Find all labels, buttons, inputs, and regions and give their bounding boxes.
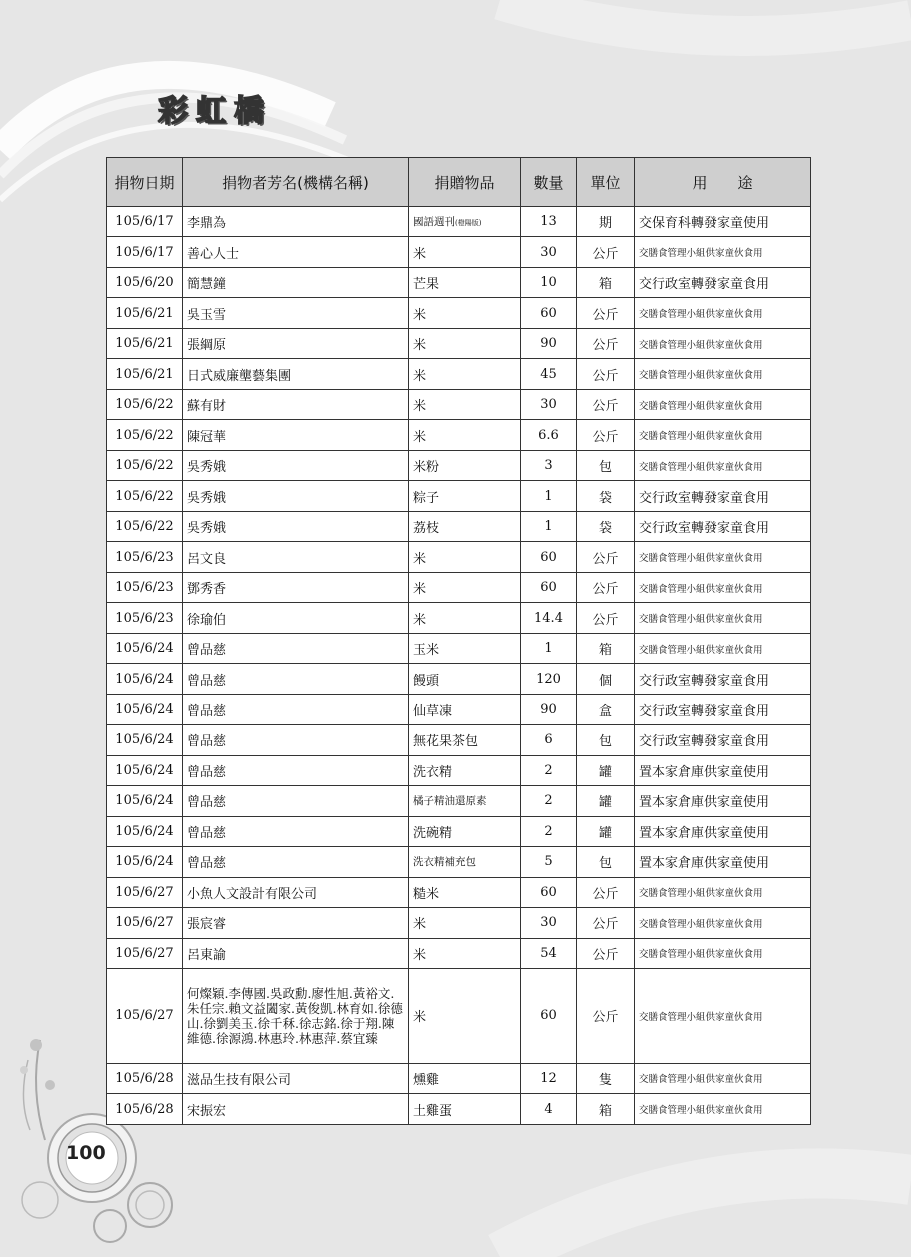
donor-name: 呂東諭 [183,938,409,968]
usage: 交行政室轉發家童食用 [635,725,811,755]
table-row [107,511,811,541]
donated-item: 米 [409,298,521,328]
unit: 公斤 [577,389,635,419]
donated-item: 米 [409,420,521,450]
donation-date: 105/6/22 [107,450,183,480]
donor-name: 徐瑜伯 [183,603,409,633]
donated-item: 洗碗精 [409,816,521,846]
table-row [107,633,811,663]
donation-date: 105/6/22 [107,511,183,541]
donor-name: 何燦穎.李傳國.吳政勳.廖性旭.黃裕文.朱任宗.賴文益闔家.黃俊凱.林育如.徐德山.徐劉美玉.徐千秝.徐志銘.徐于翔.陳維德.徐源鴻.林惠玲.林惠萍.蔡宜臻 [183,969,409,1064]
unit: 包 [577,450,635,480]
donor-name: 蘇有財 [183,389,409,419]
donation-date: 105/6/21 [107,359,183,389]
donation-date: 105/6/24 [107,633,183,663]
donor-name: 滋品生技有限公司 [183,1063,409,1093]
donated-item: 米 [409,603,521,633]
donated-item: 糙米 [409,877,521,907]
donor-name: 李鼎為 [183,207,409,237]
unit: 公斤 [577,938,635,968]
usage: 交保育科轉發家童使用 [635,207,811,237]
quantity: 13 [521,207,577,237]
unit: 公斤 [577,328,635,358]
unit: 罐 [577,816,635,846]
unit: 公斤 [577,359,635,389]
donation-date: 105/6/27 [107,877,183,907]
quantity: 45 [521,359,577,389]
donor-name: 吳秀娥 [183,481,409,511]
donated-item: 饅頭 [409,664,521,694]
table-row [107,877,811,907]
usage: 交膳食管理小組供家童伙食用 [635,328,811,358]
quantity: 60 [521,298,577,328]
donated-item: 米粉 [409,450,521,480]
donation-date: 105/6/27 [107,938,183,968]
donor-name: 鄧秀香 [183,572,409,602]
quantity: 2 [521,816,577,846]
donation-date: 105/6/24 [107,664,183,694]
donation-date: 105/6/27 [107,969,183,1064]
quantity: 60 [521,969,577,1064]
usage: 交膳食管理小組供家童伙食用 [635,572,811,602]
table-row [107,1063,811,1093]
donation-date: 105/6/24 [107,816,183,846]
page-title: 彩虹橋 [158,94,272,129]
donated-item: 米 [409,938,521,968]
donation-date: 105/6/24 [107,847,183,877]
usage: 置本家倉庫供家童使用 [635,816,811,846]
unit: 箱 [577,633,635,663]
quantity: 54 [521,938,577,968]
usage: 置本家倉庫供家童使用 [635,847,811,877]
usage: 交膳食管理小組供家童伙食用 [635,938,811,968]
unit: 袋 [577,481,635,511]
table-row [107,786,811,816]
unit: 公斤 [577,572,635,602]
usage: 交膳食管理小組供家童伙食用 [635,1063,811,1093]
unit: 袋 [577,511,635,541]
donation-date: 105/6/24 [107,725,183,755]
unit: 公斤 [577,908,635,938]
donated-item-note: (橙陽版) [455,219,482,228]
quantity: 2 [521,786,577,816]
donor-name: 張綱原 [183,328,409,358]
donation-date: 105/6/17 [107,237,183,267]
unit: 個 [577,664,635,694]
quantity: 4 [521,1094,577,1125]
usage: 置本家倉庫供家童使用 [635,786,811,816]
quantity: 2 [521,755,577,785]
table-row [107,450,811,480]
quantity: 5 [521,847,577,877]
unit: 公斤 [577,877,635,907]
donated-item: 米 [409,969,521,1064]
usage: 交膳食管理小組供家童伙食用 [635,359,811,389]
table-row [107,816,811,846]
table-row [107,938,811,968]
donation-date: 105/6/20 [107,267,183,297]
usage: 交膳食管理小組供家童伙食用 [635,237,811,267]
donor-name: 曾品慈 [183,725,409,755]
donated-item: 米 [409,572,521,602]
unit: 公斤 [577,237,635,267]
usage: 交膳食管理小組供家童伙食用 [635,420,811,450]
donation-date: 105/6/21 [107,328,183,358]
donated-item: 芒果 [409,267,521,297]
donation-table [106,157,811,1125]
table-row [107,908,811,938]
donation-date: 105/6/22 [107,481,183,511]
donation-date: 105/6/24 [107,694,183,724]
donor-name: 曾品慈 [183,694,409,724]
donation-date: 105/6/28 [107,1094,183,1125]
table-row [107,603,811,633]
donated-item [409,207,521,237]
donation-date: 105/6/28 [107,1063,183,1093]
usage: 交膳食管理小組供家童伙食用 [635,603,811,633]
donated-item: 米 [409,542,521,572]
donor-name: 善心人士 [183,237,409,267]
table-row [107,1094,811,1125]
unit: 盒 [577,694,635,724]
unit: 包 [577,847,635,877]
unit: 包 [577,725,635,755]
unit: 公斤 [577,969,635,1064]
column-header-item: 捐贈物品 [409,158,521,207]
column-header-unit: 單位 [577,158,635,207]
table-row [107,420,811,450]
donated-item: 洗衣精 [409,755,521,785]
usage: 交行政室轉發家童食用 [635,511,811,541]
column-header-quantity: 數量 [521,158,577,207]
donor-name: 吳玉雪 [183,298,409,328]
donor-name: 陳冠華 [183,420,409,450]
quantity: 6 [521,725,577,755]
table-row [107,694,811,724]
donated-item: 粽子 [409,481,521,511]
unit: 公斤 [577,542,635,572]
donor-name: 曾品慈 [183,847,409,877]
quantity: 10 [521,267,577,297]
page-number-circles [22,1114,172,1242]
unit: 公斤 [577,603,635,633]
donated-item-text: 國語週刊 [413,216,455,229]
table-row [107,267,811,297]
quantity: 30 [521,389,577,419]
unit: 箱 [577,1094,635,1125]
donor-name: 曾品慈 [183,664,409,694]
flower-ornament [20,1039,55,1140]
donation-date: 105/6/23 [107,572,183,602]
donation-date: 105/6/23 [107,542,183,572]
table-header-row [107,158,811,207]
table-row [107,725,811,755]
donor-name: 吳秀娥 [183,450,409,480]
usage: 交行政室轉發家童食用 [635,267,811,297]
quantity: 12 [521,1063,577,1093]
quantity: 60 [521,542,577,572]
donation-date: 105/6/23 [107,603,183,633]
unit: 期 [577,207,635,237]
donation-date: 105/6/22 [107,420,183,450]
table-row [107,207,811,237]
donor-name: 曾品慈 [183,633,409,663]
quantity: 60 [521,572,577,602]
donation-date: 105/6/21 [107,298,183,328]
unit: 公斤 [577,298,635,328]
unit: 箱 [577,267,635,297]
table-row [107,542,811,572]
donated-item: 土雞蛋 [409,1094,521,1125]
donated-item: 米 [409,389,521,419]
quantity: 14.4 [521,603,577,633]
page-number: 100 [66,1142,106,1164]
donated-item: 無花果茶包 [409,725,521,755]
donor-name: 呂文良 [183,542,409,572]
donor-name: 宋振宏 [183,1094,409,1125]
quantity: 3 [521,450,577,480]
donated-item: 米 [409,328,521,358]
donor-name: 吳秀娥 [183,511,409,541]
donated-item: 橘子精油還原素 [409,786,521,816]
unit: 罐 [577,786,635,816]
usage: 交膳食管理小組供家童伙食用 [635,389,811,419]
quantity: 120 [521,664,577,694]
donation-date: 105/6/27 [107,908,183,938]
unit: 隻 [577,1063,635,1093]
usage: 置本家倉庫供家童使用 [635,755,811,785]
donated-item: 荔枝 [409,511,521,541]
usage: 交行政室轉發家童食用 [635,694,811,724]
quantity: 1 [521,481,577,511]
quantity: 90 [521,328,577,358]
quantity: 6.6 [521,420,577,450]
column-header-usage: 用 途 [635,158,811,207]
donor-name: 簡慧鐘 [183,267,409,297]
column-header-date: 捐物日期 [107,158,183,207]
usage: 交膳食管理小組供家童伙食用 [635,542,811,572]
donation-date: 105/6/17 [107,207,183,237]
table-row [107,572,811,602]
donated-item: 米 [409,237,521,267]
quantity: 90 [521,694,577,724]
donated-item: 米 [409,359,521,389]
usage: 交膳食管理小組供家童伙食用 [635,450,811,480]
table-row [107,359,811,389]
quantity: 60 [521,877,577,907]
donor-name: 曾品慈 [183,786,409,816]
donor-name: 曾品慈 [183,816,409,846]
unit: 罐 [577,755,635,785]
column-header-donor: 捐物者芳名(機構名稱) [183,158,409,207]
usage: 交膳食管理小組供家童伙食用 [635,969,811,1064]
quantity: 30 [521,237,577,267]
usage: 交膳食管理小組供家童伙食用 [635,908,811,938]
table-row [107,237,811,267]
donation-date: 105/6/24 [107,786,183,816]
usage: 交膳食管理小組供家童伙食用 [635,1094,811,1125]
donated-item: 仙草凍 [409,694,521,724]
table-row [107,481,811,511]
donation-date: 105/6/22 [107,389,183,419]
table-row [107,328,811,358]
donor-name: 日式威廉壟藝集團 [183,359,409,389]
quantity: 1 [521,633,577,663]
donated-item: 洗衣精補充包 [409,847,521,877]
quantity: 1 [521,511,577,541]
usage: 交膳食管理小組供家童伙食用 [635,877,811,907]
unit: 公斤 [577,420,635,450]
donated-item: 米 [409,908,521,938]
table-row [107,389,811,419]
usage: 交膳食管理小組供家童伙食用 [635,298,811,328]
donation-date: 105/6/24 [107,755,183,785]
table-row [107,847,811,877]
donated-item: 玉米 [409,633,521,663]
usage: 交行政室轉發家童食用 [635,664,811,694]
donor-name: 小魚人文設計有限公司 [183,877,409,907]
table-row [107,969,811,1064]
usage: 交膳食管理小組供家童伙食用 [635,633,811,663]
table-row [107,664,811,694]
donated-item: 燻雞 [409,1063,521,1093]
usage: 交行政室轉發家童食用 [635,481,811,511]
table-row [107,755,811,785]
donor-name: 張宸睿 [183,908,409,938]
table-row [107,298,811,328]
donor-name: 曾品慈 [183,755,409,785]
quantity: 30 [521,908,577,938]
